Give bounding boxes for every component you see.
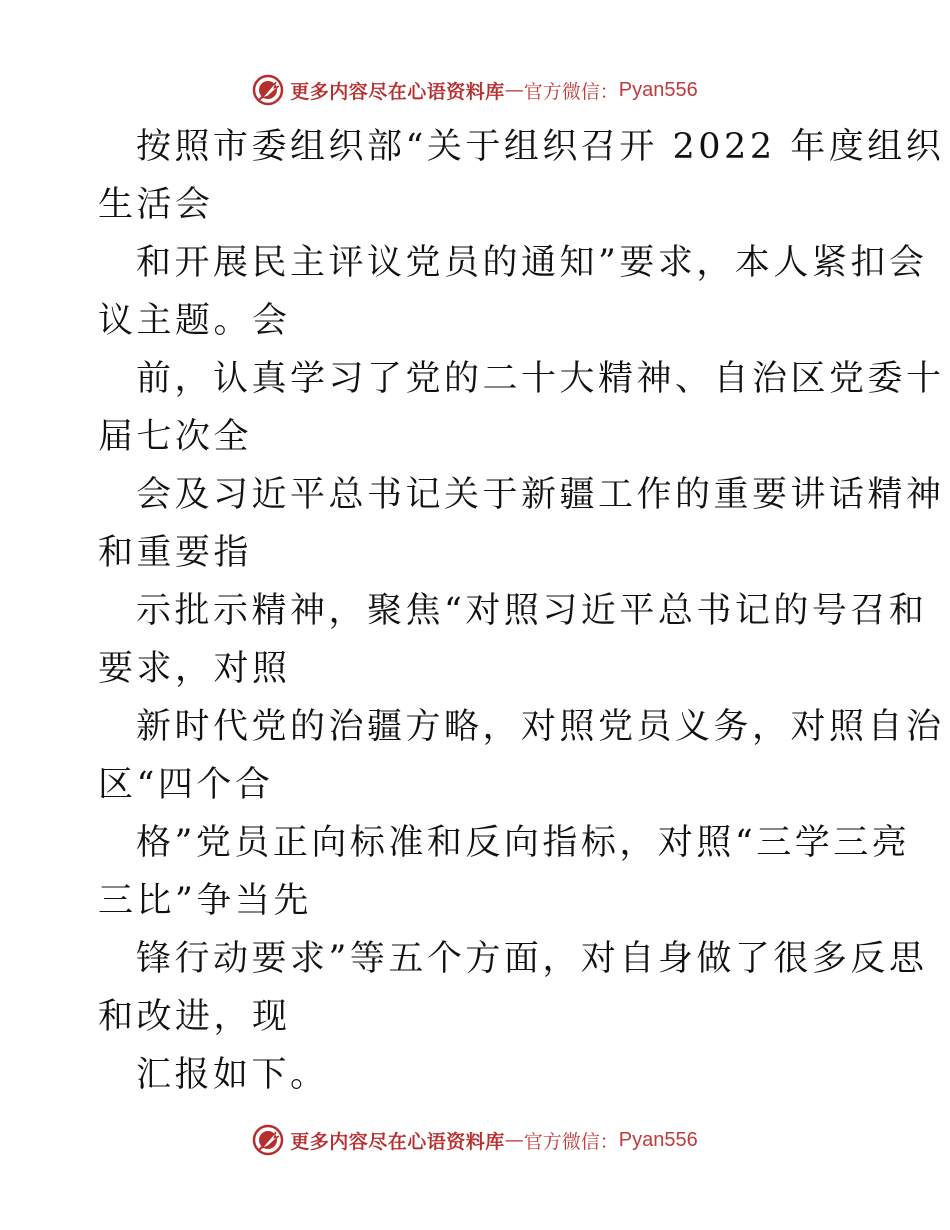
watermark-site-text: 更多内容尽在心语资料库 <box>290 80 505 103</box>
body-line: 和改进，现 <box>98 997 291 1037</box>
header-watermark <box>0 70 950 110</box>
watermark-dash: — <box>504 1129 524 1151</box>
body-line: 按照市委组织部“关于组织召开 2022 年度组织 <box>136 127 945 167</box>
body-line: 示批示精神，聚焦“对照习近平总书记的号召和 <box>136 591 928 631</box>
watermark-wechat-label: 官方微信： <box>523 80 619 103</box>
body-line: 新时代党的治疆方略，对照党员义务，对照自治 <box>136 707 945 747</box>
watermark-site-text: 更多内容尽在心语资料库 <box>290 1130 505 1153</box>
body-line: 三比”争当先 <box>98 881 312 921</box>
body-line: 届七次全 <box>98 417 253 457</box>
quill-logo-icon <box>252 74 284 106</box>
body-line: 区“四个合 <box>98 765 274 805</box>
watermark-wechat-label: 官方微信： <box>523 1130 619 1153</box>
body-line: 生活会 <box>98 185 214 225</box>
body-line: 前，认真学习了党的二十大精神、自治区党委十 <box>136 359 945 399</box>
body-line: 格”党员正向标准和反向指标，对照“三学三亮 <box>136 823 911 863</box>
body-line: 议主题。会 <box>98 301 291 341</box>
body-line: 汇报如下。 <box>136 1055 329 1095</box>
watermark-wechat-id: Pyan556 <box>618 78 698 101</box>
brand-watermark <box>252 74 698 106</box>
body-line: 会及习近平总书记关于新疆工作的重要讲话精神 <box>136 475 945 515</box>
body-line: 锋行动要求”等五个方面，对自身做了很多反思 <box>136 939 928 979</box>
body-line: 和开展民主评议党员的通知”要求，本人紧扣会 <box>136 243 928 283</box>
body-line: 和重要指 <box>98 533 253 573</box>
watermark-dash: — <box>504 79 524 101</box>
body-line: 要求，对照 <box>98 649 291 689</box>
footer-watermark <box>0 1120 950 1160</box>
watermark-wechat-id: Pyan556 <box>618 1128 698 1151</box>
quill-logo-icon <box>252 1124 284 1156</box>
document-body <box>98 118 945 1104</box>
brand-watermark <box>252 1124 698 1156</box>
